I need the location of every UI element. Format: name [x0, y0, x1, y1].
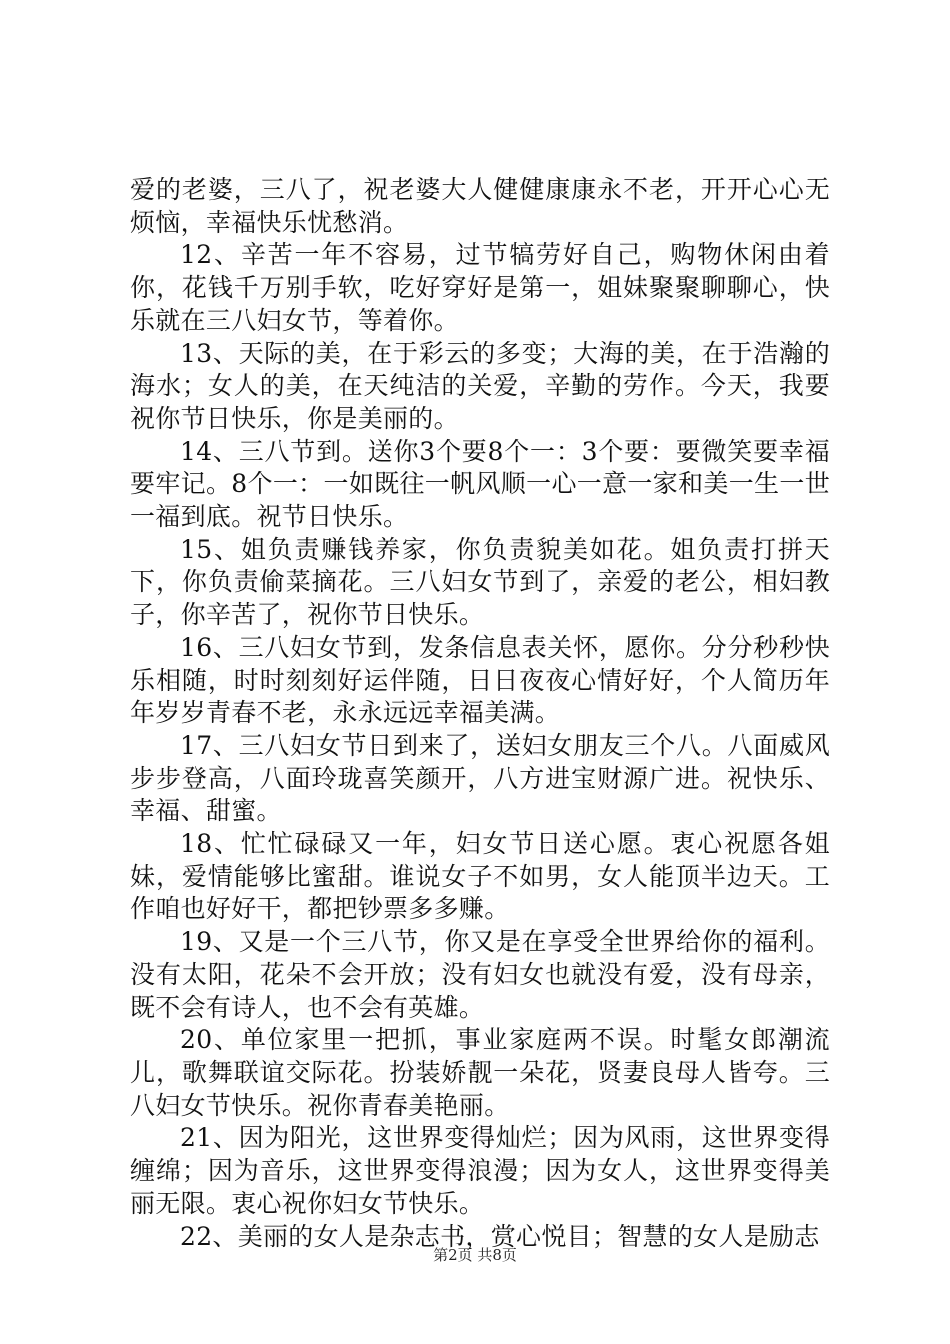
paragraph-item-13: 13、天际的美，在于彩云的多变；大海的美，在于浩瀚的海水；女人的美，在天纯洁的关爱，辛勤的劳作。今天，我要祝你节日快乐，你是美丽的。: [130, 338, 830, 433]
paragraph-item-16: 16、三八妇女节到，发条信息表关怀，愿你。分分秒秒快乐相随，时时刻刻好运伴随，日日夜夜心情好好，个人简历年年岁岁青春不老，永永远远幸福美满。: [130, 632, 830, 728]
paragraph-item-15: 15、姐负责赚钱养家，你负责貌美如花。姐负责打拼天下，你负责偷菜摘花。三八妇女节到了，亲爱的老公，相妇教子，你辛苦了，祝你节日快乐。: [130, 534, 830, 630]
page-footer: 第2页 共8页: [433, 1246, 517, 1264]
paragraph-item-17: 17、三八妇女节日到来了，送妇女朋友三个八。八面威风步步登高，八面玲珑喜笑颜开，八方进宝财源广进。祝快乐、幸福、甜蜜。: [130, 730, 830, 826]
paragraph-item-20: 20、单位家里一把抓，事业家庭两不误。时髦女郎潮流儿，歌舞联谊交际花。扮装娇靓一朵花，贤妻良母人皆夸。三八妇女节快乐。祝你青春美艳丽。: [130, 1025, 830, 1120]
paragraph-item-19: 19、又是一个三八节，你又是在享受全世界给你的福利。没有太阳，花朵不会开放；没有妇女也就没有爱，没有母亲，既不会有诗人，也不会有英雄。: [130, 927, 830, 1022]
document-body: [130, 174, 830, 1253]
paragraph-item-21: 21、因为阳光，这世界变得灿烂；因为风雨，这世界变得缠绵；因为音乐，这世界变得浪漫；因为女人，这世界变得美丽无限。衷心祝你妇女节快乐。: [130, 1123, 830, 1218]
paragraph-item-18: 18、忙忙碌碌又一年，妇女节日送心愿。衷心祝愿各姐妹，爱情能够比蜜甜。谁说女子不如男，女人能顶半边天。工作咱也好好干，都把钞票多多赚。: [130, 829, 830, 924]
paragraph-item-22: 22、美丽的女人是杂志书，赏心悦目；智慧的女人是励志: [180, 1221, 820, 1251]
paragraph-continuation: 爱的老婆，三八了，祝老婆大人健健康康永不老，开开心心无烦恼，幸福快乐忧愁消。: [130, 175, 830, 237]
paragraph-item-14: 14、三八节到。送你3个要8个一：3个要：要微笑要幸福要牢记。8个一：一如既往一帆风顺一心一意一家和美一生一世一福到底。祝节日快乐。: [130, 436, 830, 532]
paragraph-item-12: 12、辛苦一年不容易，过节犒劳好自己，购物休闲由着你，花钱千万别手软，吃好穿好是第一，姐妹聚聚聊聊心，快乐就在三八妇女节，等着你。: [130, 240, 830, 335]
